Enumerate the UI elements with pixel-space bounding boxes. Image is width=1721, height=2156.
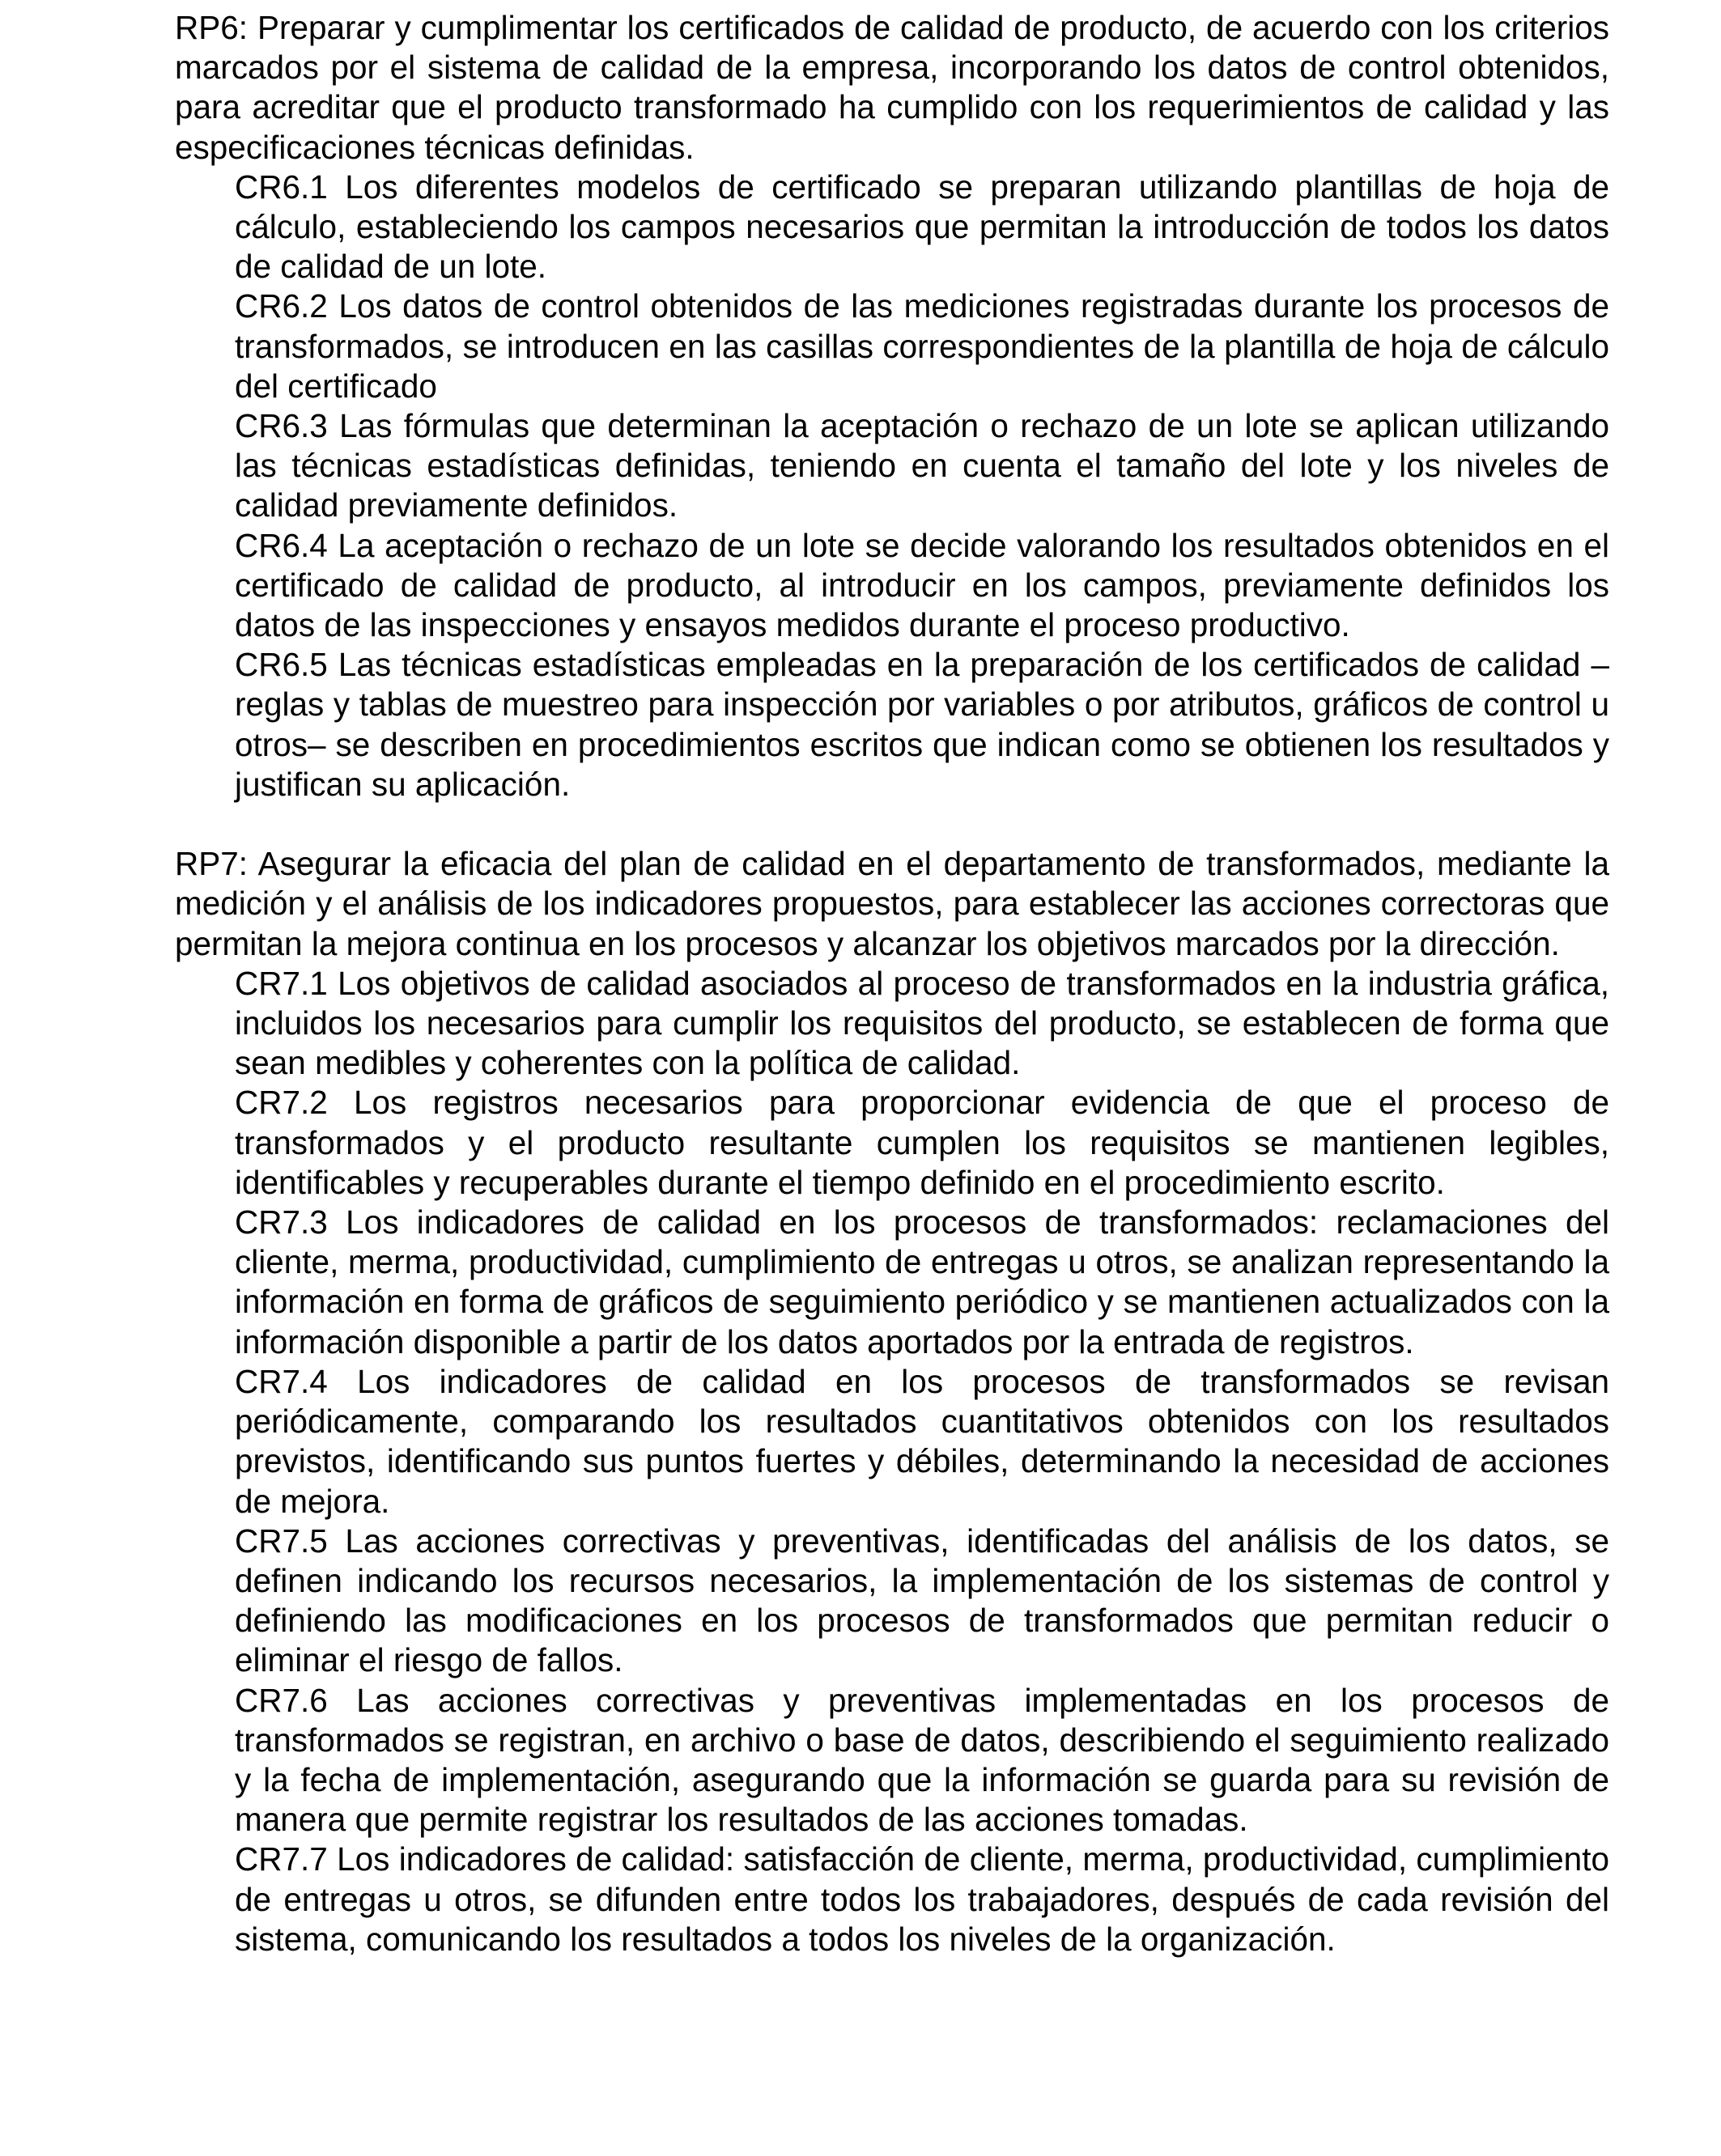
section-rp6: [175, 8, 1609, 804]
criterion-cr6-5: CR6.5 Las técnicas estadísticas empleadas en la preparación de los certificados de calidad –reglas y tablas de muestreo para inspección por variables o por atributos, gráficos de control u otros– se describen en procedimientos escritos que indican como se obtienen los resultados y justifican su aplicación.: [235, 646, 1609, 803]
criterion-cr6-4: CR6.4 La aceptación o rechazo de un lote se decide valorando los resultados obtenidos en el certificado de calidad de producto, al introducir en los campos, previamente definidos los datos de las inspecciones y ensayos medidos durante el proceso productivo.: [235, 526, 1609, 644]
criterion-cr7-3: CR7.3 Los indicadores de calidad en los procesos de transformados: reclamaciones del cliente, merma, productividad, cumplimiento de entregas u otros, se analizan representando la información en forma de gráficos de seguimiento periódico y se mantienen actualizados con la información disponible a partir de los datos aportados por la entrada de registros.: [235, 1203, 1609, 1360]
criterion-cr6-2: CR6.2 Los datos de control obtenidos de las mediciones registradas durante los procesos de transformados, se introducen en las casillas correspondientes de la plantilla de hoja de cálculo del certificado: [235, 287, 1609, 405]
criterion-cr6-3: CR6.3 Las fórmulas que determinan la aceptación o rechazo de un lote se aplican utilizando las técnicas estadísticas definidas, teniendo en cuenta el tamaño del lote y los niveles de calidad previamente definidos.: [235, 407, 1609, 524]
criterion-cr7-2: CR7.2 Los registros necesarios para proporcionar evidencia de que el proceso de transformados y el producto resultante cumplen los requisitos se mantienen legibles, identificables y recuperables durante el tiempo definido en el procedimiento escrito.: [235, 1084, 1609, 1201]
rp7-criteria-list: [175, 964, 1609, 1959]
criterion-cr7-6: CR7.6 Las acciones correctivas y preventivas implementadas en los procesos de transformados se registran, en archivo o base de datos, describiendo el seguimiento realizado y la fecha de implementación, asegurando que la información se guarda para su revisión de manera que permite registrar los resultados de las acciones tomadas.: [235, 1681, 1609, 1839]
rp7-paragraph: RP7: Asegurar la eficacia del plan de calidad en el departamento de transformados, mediante la medición y el análisis de los indicadores propuestos, para establecer las acciones correctoras que permitan la mejora continua en los procesos y alcanzar los objetivos marcados por la dirección.: [175, 845, 1609, 962]
rp6-paragraph: RP6: Preparar y cumplimentar los certificados de calidad de producto, de acuerdo con los criterios marcados por el sistema de calidad de la empresa, incorporando los datos de control obtenidos, para acreditar que el producto transformado ha cumplido con los requerimientos de calidad y las especificaciones técnicas definidas.: [175, 9, 1609, 166]
criterion-cr7-7: CR7.7 Los indicadores de calidad: satisfacción de cliente, merma, productividad, cumplimiento de entregas u otros, se difunden entre todos los trabajadores, después de cada revisión del sistema, comunicando los resultados a todos los niveles de la organización.: [235, 1840, 1609, 1958]
criterion-cr7-4: CR7.4 Los indicadores de calidad en los procesos de transformados se revisan periódicamente, comparando los resultados cuantitativos obtenidos con los resultados previstos, identificando sus puntos fuertes y débiles, determinando la necesidad de acciones de mejora.: [235, 1362, 1609, 1520]
document-page: [175, 8, 1609, 1959]
criterion-cr6-1: CR6.1 Los diferentes modelos de certificado se preparan utilizando plantillas de hoja de cálculo, estableciendo los campos necesarios que permitan la introducción de todos los datos de calidad de un lote.: [235, 168, 1609, 286]
section-rp7: [175, 844, 1609, 1959]
criterion-cr7-1: CR7.1 Los objetivos de calidad asociados al proceso de transformados en la industria gráfica, incluidos los necesarios para cumplir los requisitos del producto, se establecen de forma que sean medibles y coherentes con la política de calidad.: [235, 964, 1609, 1082]
rp6-criteria-list: [175, 168, 1609, 804]
section-spacer: [175, 804, 1609, 844]
criterion-cr7-5: CR7.5 Las acciones correctivas y preventivas, identificadas del análisis de los datos, se definen indicando los recursos necesarios, la implementación de los sistemas de control y definiendo las modificaciones en los procesos de transformados que permitan reducir o eliminar el riesgo de fallos.: [235, 1522, 1609, 1679]
